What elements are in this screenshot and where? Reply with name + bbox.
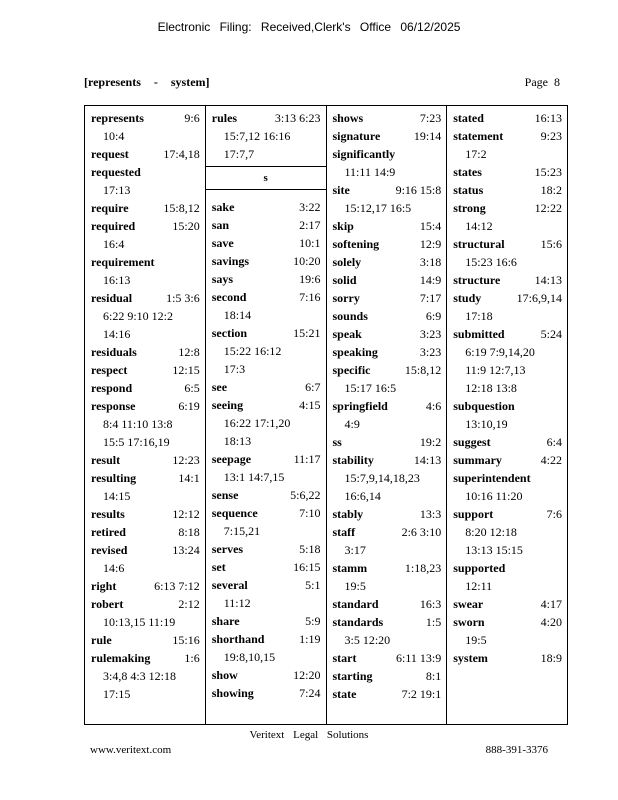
page-line-refs: 3:23 [419, 327, 442, 341]
page-line-refs: 16:6,14 [344, 489, 381, 503]
page-line-refs: 15:17 16:5 [344, 381, 397, 395]
index-entry [212, 450, 321, 486]
page-line-refs: 6:9 [425, 309, 442, 323]
page-line-refs: 1:6 [184, 651, 200, 665]
page-line-refs: 7:6 [546, 507, 562, 521]
page-line-refs: 12:12 [172, 507, 200, 521]
index-entry [91, 649, 200, 703]
page-line-refs: 13:1 14:7,15 [223, 470, 285, 484]
index-entry [212, 684, 321, 702]
page-line-refs: 5:24 [540, 327, 562, 341]
index-term: study [453, 291, 482, 305]
index-entry [453, 325, 562, 397]
index-term: signature [332, 129, 381, 143]
index-entry [212, 288, 321, 324]
index-entry [333, 271, 442, 289]
page-line-refs: 15:23 [534, 165, 562, 179]
index-column-3 [327, 106, 448, 724]
page-line-refs: 3:17 [344, 543, 366, 557]
page-line-refs: 6:4 [546, 435, 562, 449]
index-entry [212, 109, 321, 163]
page-line-refs: 5:9 [305, 614, 321, 628]
index-entry [91, 199, 200, 217]
index-column-2 [206, 106, 327, 724]
page-line-refs: 2:17 [299, 218, 321, 232]
page-line-refs: 17:2 [465, 147, 487, 161]
page-line-refs: 19:8,10,15 [223, 650, 276, 664]
index-term: standard [332, 597, 379, 611]
page-line-refs: 4:20 [540, 615, 562, 629]
page-line-refs: 7:23 [419, 111, 442, 125]
index-term: retired [91, 525, 126, 539]
page-line-refs: 11:9 12:7,13 [465, 363, 526, 377]
index-entry [212, 576, 321, 612]
page-line-refs: 17:3 [223, 362, 246, 376]
page-line-refs: 14:15 [103, 489, 131, 503]
index-entry [333, 145, 442, 181]
index-entry [333, 361, 442, 397]
index-entry [453, 595, 562, 613]
index-entry [212, 252, 321, 270]
page-line-refs: 13:24 [172, 543, 200, 557]
page-line-refs: 16:13 [534, 111, 562, 125]
index-entry [453, 181, 562, 199]
page-line-refs: 5:18 [299, 542, 321, 556]
index-entry [333, 667, 442, 685]
page-line-refs: 13:10,19 [465, 417, 508, 431]
index-entry [333, 613, 442, 649]
index-entry [91, 289, 200, 343]
index-term: sequence [211, 506, 258, 520]
page-line-refs: 14:9 [419, 273, 442, 287]
index-term: start [332, 651, 357, 665]
page-line-refs: 13:3 [419, 507, 442, 521]
page-line-refs: 12:9 [419, 237, 442, 251]
index-entry [453, 505, 562, 559]
page-line-refs: 17:7,7 [223, 147, 255, 161]
page-line-refs: 7:15,21 [223, 524, 261, 538]
page-line-refs: 15:7,12 16:16 [223, 129, 291, 143]
index-entry [212, 270, 321, 288]
index-term: require [91, 201, 129, 215]
index-term: sake [211, 200, 235, 214]
page-line-refs: 14:1 [178, 471, 200, 485]
page-line-refs: 17:18 [465, 309, 493, 323]
index-term: sounds [332, 309, 368, 323]
index-entry [333, 433, 442, 451]
page-line-refs: 5:6,22 [290, 488, 321, 502]
page-line-refs: 9:16 15:8 [395, 183, 442, 197]
page-line-refs: 6:19 7:9,14,20 [465, 345, 535, 359]
page-line-refs: 1:19 [299, 632, 321, 646]
index-term: respect [91, 363, 128, 377]
page-line-refs: 3:13 6:23 [274, 111, 321, 125]
index-term: requested [91, 165, 141, 179]
page-line-refs: 1:5 3:6 [166, 291, 200, 305]
index-term: revised [91, 543, 128, 557]
index-term: says [211, 272, 234, 286]
index-term: set [211, 560, 226, 574]
page-line-refs: 15:21 [293, 326, 321, 340]
page-line-refs: 8:18 [178, 525, 200, 539]
index-entry [453, 397, 562, 433]
page-line-refs: 4:9 [344, 417, 360, 431]
index-entry [333, 181, 442, 217]
index-range: [represents - system] [84, 75, 210, 89]
index-entry [212, 198, 321, 216]
index-entry [212, 504, 321, 540]
footer-company: Veritext Legal Solutions [249, 729, 369, 741]
page-line-refs: 3:23 [419, 345, 442, 359]
index-term: show [211, 668, 238, 682]
index-term: supported [453, 561, 506, 575]
index-entry [91, 379, 200, 397]
index-entry [453, 613, 562, 649]
index-term: showing [211, 686, 254, 700]
page-line-refs: 16:3 [419, 597, 442, 611]
index-term: subquestion [453, 399, 515, 413]
index-term: represents [91, 111, 144, 125]
index-entry [453, 289, 562, 325]
index-column-1 [85, 106, 206, 724]
index-entry [91, 361, 200, 379]
index-term: swear [453, 597, 484, 611]
page-line-refs: 17:13 [103, 183, 131, 197]
index-term: strong [453, 201, 486, 215]
page-line-refs: 7:16 [299, 290, 321, 304]
page-line-refs: 7:2 19:1 [401, 687, 442, 701]
index-entry [212, 216, 321, 234]
page-line-refs: 7:10 [299, 506, 321, 520]
page-line-refs: 1:5 [425, 615, 442, 629]
index-entry [333, 127, 442, 145]
page-line-refs: 16:22 17:1,20 [223, 416, 291, 430]
page-line-refs: 17:6,9,14 [516, 291, 562, 305]
index-term: robert [91, 597, 124, 611]
index-entry [453, 163, 562, 181]
page-line-refs: 4:22 [540, 453, 562, 467]
index-term: significantly [332, 147, 396, 161]
page-line-refs: 4:15 [299, 398, 321, 412]
index-entry [333, 235, 442, 253]
index-entry [91, 217, 200, 253]
page-line-refs: 12:20 [293, 668, 321, 682]
page-line-refs: 15:12,17 16:5 [344, 201, 412, 215]
page-line-refs: 10:16 11:20 [465, 489, 523, 503]
index-term: suggest [453, 435, 491, 449]
page-line-refs: 10:13,15 11:19 [103, 615, 176, 629]
page-line-refs: 14:13 [413, 453, 442, 467]
index-term: share [211, 614, 240, 628]
index-entry [212, 234, 321, 252]
index-term: second [211, 290, 247, 304]
page-line-refs: 19:5 [465, 633, 487, 647]
page-line-refs: 2:6 3:10 [401, 525, 442, 539]
index-entry [333, 595, 442, 613]
index-term: structural [453, 237, 505, 251]
index-entry [91, 145, 200, 163]
index-entry [91, 595, 200, 631]
index-entry [453, 199, 562, 235]
index-entry [91, 631, 200, 649]
index-entry [91, 163, 200, 199]
index-term: section [211, 326, 248, 340]
page-line-refs: 18:14 [223, 308, 252, 322]
index-term: skip [332, 219, 354, 233]
page-line-refs: 19:6 [299, 272, 321, 286]
index-entry [453, 127, 562, 163]
page-line-refs: 3:4,8 4:3 12:18 [103, 669, 177, 683]
index-term: statement [453, 129, 504, 143]
index-term: serves [211, 542, 244, 556]
page-line-refs: 15:7,9,14,18,23 [344, 471, 420, 485]
index-term: sense [211, 488, 239, 502]
page-line-refs: 8:20 12:18 [465, 525, 517, 539]
page-line-refs: 14:16 [103, 327, 131, 341]
index-entry [453, 451, 562, 469]
index-term: rule [91, 633, 112, 647]
page-line-refs: 17:15 [103, 687, 131, 701]
index-entry [453, 433, 562, 451]
page-line-refs: 19:14 [413, 129, 442, 143]
index-term: results [91, 507, 125, 521]
index-term: springfield [332, 399, 388, 413]
index-term: stated [453, 111, 484, 125]
index-term: states [453, 165, 482, 179]
index-entry [333, 325, 442, 343]
page-line-refs: 6:22 9:10 12:2 [103, 309, 174, 323]
index-term: seeing [211, 398, 244, 412]
index-entry [212, 612, 321, 630]
page-line-refs: 11:12 [223, 596, 251, 610]
index-entry [91, 523, 200, 541]
index-entry [212, 540, 321, 558]
index-entry [91, 577, 200, 595]
index-term: required [91, 219, 136, 233]
index-term: sorry [332, 291, 360, 305]
index-term: submitted [453, 327, 505, 341]
index-entry [333, 343, 442, 361]
index-term: rulemaking [91, 651, 151, 665]
index-term: stamm [332, 561, 368, 575]
page-line-refs: 15:5 17:16,19 [103, 435, 170, 449]
index-entry [212, 378, 321, 396]
index-entry [212, 558, 321, 576]
page-line-refs: 4:6 [425, 399, 442, 413]
footer-phone: 888-391-3376 [485, 744, 548, 756]
index-entry [91, 343, 200, 361]
index-term: shows [332, 111, 364, 125]
index-term: rules [211, 111, 238, 125]
index-term: save [211, 236, 234, 250]
page-line-refs: 15:22 16:12 [223, 344, 282, 358]
word-index-table [84, 105, 568, 725]
page-line-refs: 19:5 [344, 579, 366, 593]
index-column-4 [447, 106, 567, 724]
index-term: softening [332, 237, 380, 251]
index-entry [333, 289, 442, 307]
index-entry [333, 451, 442, 505]
page-line-refs: 18:13 [223, 434, 252, 448]
page-line-refs: 16:13 [103, 273, 131, 287]
index-term: speak [332, 327, 362, 341]
page-line-refs: 8:1 [425, 669, 442, 683]
index-entry [212, 666, 321, 684]
index-entry [333, 397, 442, 433]
index-term: superintendent [453, 471, 531, 485]
page-line-refs: 18:9 [540, 651, 562, 665]
page-line-refs: 7:17 [419, 291, 442, 305]
index-entry [212, 486, 321, 504]
page-line-refs: 3:22 [299, 200, 321, 214]
page-line-refs: 15:4 [419, 219, 442, 233]
index-term: support [453, 507, 494, 521]
index-entry [333, 307, 442, 325]
page-line-refs: 15:8,12 [163, 201, 200, 215]
index-entry [212, 396, 321, 450]
page-line-refs: 12:11 [465, 579, 493, 593]
index-term: sworn [453, 615, 485, 629]
index-entry [453, 271, 562, 289]
page-line-refs: 6:19 [178, 399, 200, 413]
index-term: right [91, 579, 117, 593]
index-term: result [91, 453, 121, 467]
page-line-refs: 10:4 [103, 129, 125, 143]
index-term: request [91, 147, 129, 161]
page-line-refs: 12:23 [172, 453, 200, 467]
index-term: residual [91, 291, 133, 305]
page-line-refs: 6:5 [184, 381, 200, 395]
index-entry [333, 523, 442, 559]
page-line-refs: 15:8,12 [404, 363, 442, 377]
page-line-refs: 11:17 [293, 452, 321, 466]
page-line-refs: 8:4 11:10 13:8 [103, 417, 173, 431]
page-line-refs: 7:24 [299, 686, 321, 700]
page-line-refs: 13:13 15:15 [465, 543, 523, 557]
index-term: respond [91, 381, 133, 395]
index-entry [91, 541, 200, 577]
page-line-refs: 15:16 [172, 633, 200, 647]
page-line-refs: 10:20 [293, 254, 321, 268]
page-line-refs: 12:8 [178, 345, 200, 359]
page-line-refs: 17:4,18 [163, 147, 200, 161]
index-term: requirement [91, 255, 155, 269]
index-term: seepage [211, 452, 252, 466]
index-term: site [332, 183, 350, 197]
index-entry [333, 505, 442, 523]
page-line-refs: 6:7 [305, 380, 321, 394]
page-line-refs: 9:23 [540, 129, 562, 143]
index-term: system [453, 651, 488, 665]
index-entry [453, 235, 562, 271]
page-line-refs: 6:11 13:9 [396, 651, 442, 665]
page-line-refs: 3:18 [419, 255, 442, 269]
page-line-refs: 14:6 [103, 561, 125, 575]
index-entry [212, 630, 321, 666]
index-term: stability [332, 453, 374, 467]
page-line-refs: 11:11 14:9 [344, 165, 396, 179]
page-line-refs: 3:5 12:20 [344, 633, 391, 647]
page-line-refs: 14:13 [534, 273, 562, 287]
page-line-refs: 15:20 [172, 219, 200, 233]
index-entry [333, 559, 442, 595]
page-line-refs: 1:18,23 [404, 561, 442, 575]
page-line-refs: 19:2 [419, 435, 442, 449]
page-line-refs: 2:12 [178, 597, 200, 611]
index-term: status [453, 183, 484, 197]
index-term: summary [453, 453, 502, 467]
index-entry [91, 469, 200, 505]
page-line-refs: 10:1 [299, 236, 321, 250]
index-entry [333, 109, 442, 127]
index-entry [91, 505, 200, 523]
page-line-refs: 12:22 [534, 201, 562, 215]
index-term: response [91, 399, 136, 413]
page-line-refs: 5:1 [305, 578, 321, 592]
index-term: starting [332, 669, 373, 683]
page-line-refs: 12:18 13:8 [465, 381, 517, 395]
index-entry [333, 217, 442, 235]
index-entry [453, 469, 562, 505]
index-term: speaking [332, 345, 378, 359]
page-line-refs: 12:15 [172, 363, 200, 377]
index-term: several [211, 578, 248, 592]
footer-website: www.veritext.com [90, 744, 172, 756]
page-line-refs: 14:12 [465, 219, 493, 233]
index-term: san [211, 218, 230, 232]
page-line-refs: 16:15 [293, 560, 321, 574]
index-term: standards [332, 615, 384, 629]
index-term: ss [332, 435, 342, 449]
index-term: state [332, 687, 357, 701]
page-line-refs: 16:4 [103, 237, 125, 251]
index-term: resulting [91, 471, 137, 485]
electronic-filing-stamp: Electronic Filing: Received,Clerk's Office 06/12/2025 [157, 20, 461, 34]
index-entry [91, 253, 200, 289]
page-line-refs: 9:6 [184, 111, 200, 125]
page-line-refs: 15:6 [540, 237, 562, 251]
index-entry [453, 109, 562, 127]
index-term: solely [332, 255, 362, 269]
page-line-refs: 6:13 7:12 [154, 579, 200, 593]
index-term: specific [332, 363, 371, 377]
index-entry [333, 685, 442, 703]
index-entry [91, 451, 200, 469]
index-term: solid [332, 273, 357, 287]
index-term: residuals [91, 345, 137, 359]
index-term: shorthand [211, 632, 265, 646]
index-entry [453, 559, 562, 595]
page-number: Page 8 [524, 75, 560, 89]
index-entry [91, 109, 200, 145]
index-term: savings [211, 254, 250, 268]
index-term: structure [453, 273, 501, 287]
index-term: staff [332, 525, 356, 539]
page-line-refs: 18:2 [540, 183, 562, 197]
index-entry [453, 649, 562, 667]
section-letter: s [206, 166, 326, 190]
page-line-refs: 15:23 16:6 [465, 255, 517, 269]
page-line-refs: 4:17 [540, 597, 562, 611]
index-entry [212, 324, 321, 378]
index-term: stably [332, 507, 364, 521]
index-entry [333, 649, 442, 667]
index-entry [91, 397, 200, 451]
index-term: see [211, 380, 228, 394]
index-entry [333, 253, 442, 271]
